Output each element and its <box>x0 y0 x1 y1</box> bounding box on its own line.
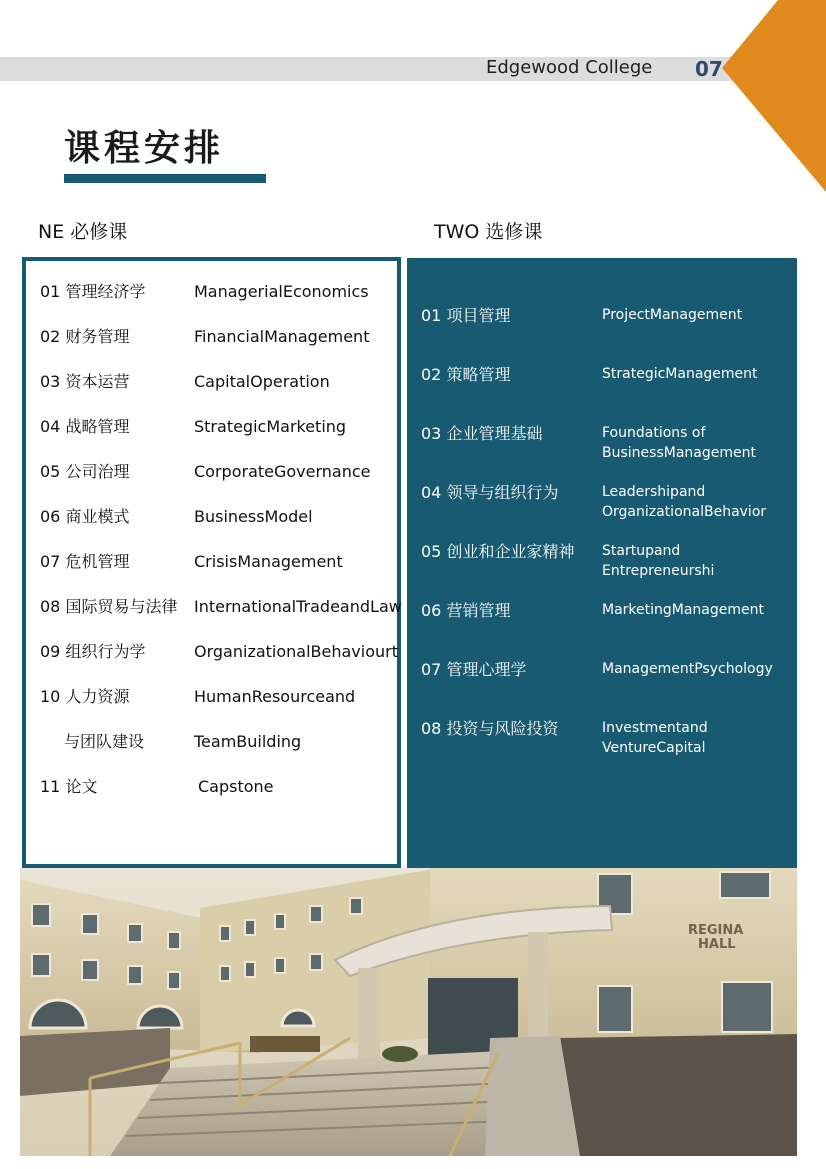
course-name-cn: 04 战略管理 <box>40 417 130 436</box>
course-name-en: StrategicMarketing <box>194 417 347 436</box>
course-name-cn: 07 危机管理 <box>40 552 130 571</box>
course-name-en-line1: Leadershipand <box>602 484 706 500</box>
page-number: 07 <box>695 57 723 81</box>
course-name-cn: 08 投资与风险投资 <box>421 719 559 738</box>
course-name-en-line2: VentureCapital <box>602 740 706 756</box>
course-name-cn: 05 创业和企业家精神 <box>421 542 575 561</box>
course-name-cn: 07 管理心理学 <box>421 660 527 679</box>
course-name-en-line1: Startupand <box>602 543 681 559</box>
required-courses-panel <box>22 257 401 868</box>
photo-sign-line1: REGINA <box>688 923 744 938</box>
course-name-en: OrganizationalBehaviourt <box>194 642 398 661</box>
course-name-cn: 04 领导与组织行为 <box>421 483 559 502</box>
course-name-en-line2: BusinessManagement <box>602 445 756 461</box>
course-name-cn: 05 公司治理 <box>40 462 130 481</box>
course-name-cn: 09 组织行为学 <box>40 642 146 661</box>
course-name-en-line1: ProjectManagement <box>602 307 743 323</box>
course-name-cn: 01 项目管理 <box>421 306 511 325</box>
course-name-cn: 03 资本运营 <box>40 372 130 391</box>
course-name-en: CorporateGovernance <box>194 462 371 481</box>
course-name-en <box>602 364 802 384</box>
course-name-en: Capstone <box>198 777 274 796</box>
course-name-en: TeamBuilding <box>194 732 302 751</box>
course-name-en: ManagerialEconomics <box>194 282 369 301</box>
elective-courses-panel <box>407 258 797 868</box>
course-name-en-line1: MarketingManagement <box>602 602 764 618</box>
course-name-cn: 03 企业管理基础 <box>421 424 543 443</box>
course-name-cn: 02 财务管理 <box>40 327 130 346</box>
course-name-en-line2: Entrepreneurshi <box>602 563 715 579</box>
course-name-en-line1: Foundations of <box>602 425 706 441</box>
required-courses-heading: NE 必修课 <box>38 221 128 243</box>
course-name-cn: 02 策略管理 <box>421 365 511 384</box>
course-name-en <box>602 718 802 758</box>
course-name-en-line1: StrategicManagement <box>602 366 758 382</box>
course-name-cn: 08 国际贸易与法律 <box>40 597 178 616</box>
course-name-en: FinancialManagement <box>194 327 370 346</box>
course-name-cn: 06 营销管理 <box>421 601 511 620</box>
course-name-cn: 与团队建设 <box>64 732 145 751</box>
header-college-name: Edgewood College <box>486 57 653 78</box>
course-name-en-line1: Investmentand <box>602 720 708 736</box>
course-name-en <box>602 423 802 463</box>
corner-accent-triangle <box>722 0 826 192</box>
course-name-cn: 11 论文 <box>40 777 98 796</box>
campus-building-illustration <box>20 868 797 1156</box>
photo-sign-line2: HALL <box>698 937 736 952</box>
title-underline <box>64 174 266 183</box>
course-name-en <box>602 659 802 679</box>
course-name-en: HumanResourceand <box>194 687 356 706</box>
course-name-en-line1: ManagementPsychology <box>602 661 773 677</box>
course-name-en: InternationalTradeandLaw <box>194 597 402 616</box>
course-name-en: BusinessModel <box>194 507 313 526</box>
course-name-en <box>602 600 802 620</box>
course-name-cn: 10 人力资源 <box>40 687 130 706</box>
page-title: 课程安排 <box>64 128 225 169</box>
course-name-en-line2: OrganizationalBehavior <box>602 504 767 520</box>
course-name-en <box>602 541 802 581</box>
campus-building-photo <box>20 868 797 1156</box>
elective-courses-heading: TWO 选修课 <box>434 221 543 243</box>
course-name-en <box>602 305 802 325</box>
course-name-cn: 01 管理经济学 <box>40 282 146 301</box>
course-name-en: CrisisManagement <box>194 552 343 571</box>
course-name-en <box>602 482 802 522</box>
course-name-cn: 06 商业模式 <box>40 507 130 526</box>
course-name-en: CapitalOperation <box>194 372 330 391</box>
